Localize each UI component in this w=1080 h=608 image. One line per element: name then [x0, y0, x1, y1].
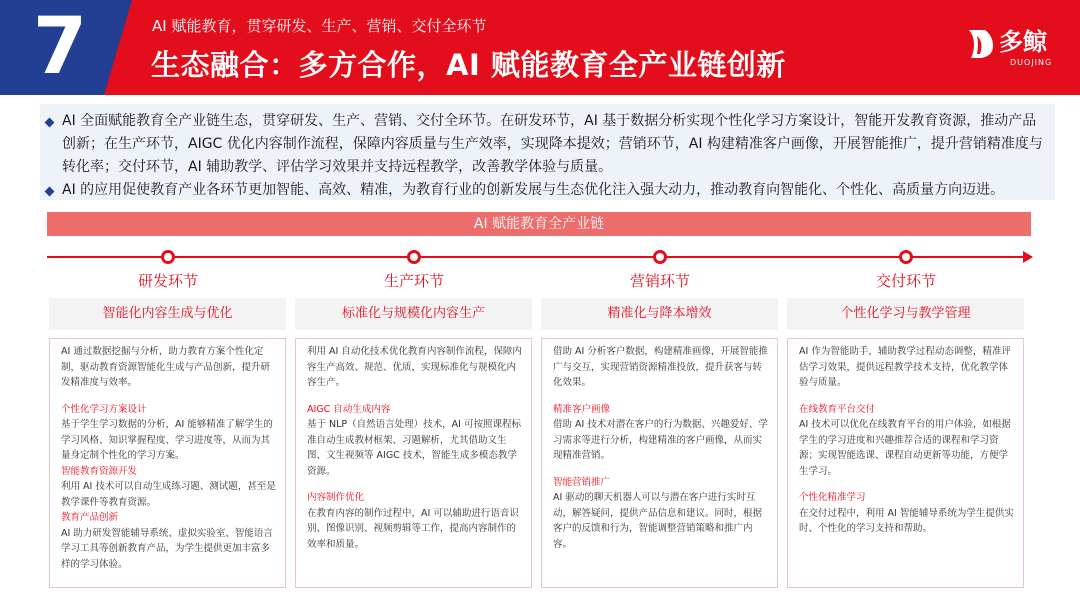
section-title: 智能教育资源开发	[61, 465, 138, 477]
section-title: 在线教育平台交付	[799, 403, 876, 415]
intro-bullet	[44, 110, 1045, 179]
stage-label-marketing: 营销环节	[629, 272, 690, 290]
section-number: 7	[32, 2, 88, 92]
section-text: 在教育内容的制作过程中，AI 可以辅助进行语音识别、图像识别、视频剪辑等工作，提高内容制作的效率和质量。	[307, 507, 519, 550]
section-title: AIGC 自动生成内容	[307, 403, 391, 415]
column-body	[787, 338, 1024, 588]
intro-bullet-text: AI 全面赋能教育全产业链生态，贯穿研发、生产、营销、交付全环节。在研发环节，AI 基于数据分析实现个性化学习方案设计，智能开发教育资源，推动产品创新；在生产环节，AIGC 优化内容制作流程，保障内容质量与生产效率，实现降本提效；营销环节，AI 构建精准客户画像，开展智能推广，提升营销精准度与转化率；交付环节，AI 辅助教学、评估学习效果并支持远程教学，改善教学体验与质量。	[62, 113, 1043, 175]
section-text: 基于学生学习数据的分析，AI 能够精准了解学生的学习风格、知识掌握程度、学习进度等，从而为其量身定制个性化的学习方案。	[61, 419, 273, 461]
intro-box	[40, 104, 1055, 200]
section-text: AI 技术可以优化在线教育平台的用户体验，如根据学生的学习进度和兴趣推荐合适的课程和学习资源；实现智能选课、课程自动更新等功能，方便学生学习。	[799, 419, 1011, 477]
column-lead: 借助 AI 分析客户数据，构建精准画像，开展智能推广与交互，实现营销资源精准投放，提升获客与转化效果。	[553, 346, 768, 388]
section-title: 个性化学习方案设计	[61, 403, 147, 415]
intro-bullet	[44, 179, 1045, 202]
section-text: AI 助力研发智能辅导系统、虚拟实验室、智能语言学习工具等创新教育产品，为学生提供更加丰富多样的学习体验。	[61, 527, 273, 570]
column-lead: AI 作为智能助手，辅助教学过程动态调整，精准评估学习效果，提供远程教学技术支持，优化教学体验与质量。	[799, 346, 1011, 388]
spacer	[553, 464, 769, 475]
stage-label-production: 生产环节	[383, 272, 444, 290]
section-text: 基于 NLP（自然语言处理）技术，AI 可按照课程标准自动生成教材框架、习题解析，尤其借助文生图、文生视频等 AIGC 技术，智能生成多模态教学资源。	[307, 419, 521, 477]
timeline-dot	[161, 250, 175, 264]
section-text: AI 驱动的聊天机器人可以与潜在客户进行实时互动，解答疑问，提供产品信息和建议。同时，根据客户的反馈和行为，智能调整营销策略和推广内容。	[553, 492, 763, 550]
column-heading: 精准化与降本增效	[541, 298, 778, 330]
section-title: 个性化精准学习	[799, 492, 866, 503]
section-title: 精准客户画像	[553, 403, 611, 415]
page-title: 生态融合：多方合作，AI 赋能教育全产业链创新	[151, 48, 786, 82]
timeline-line	[47, 256, 1031, 258]
column-production	[295, 298, 532, 588]
page-subtitle: AI 赋能教育，贯穿研发、生产、营销、交付全环节	[152, 17, 487, 35]
column-body	[295, 338, 532, 588]
stage-label-rd: 研发环节	[137, 272, 198, 290]
section-title: 教育产品创新	[61, 512, 119, 523]
section-title: 智能营销推广	[553, 476, 611, 488]
diamond-bullet-icon	[45, 187, 55, 197]
section-text: 在交付过程中，利用 AI 智能辅导系统为学生提供实时、个性化的学习支持和帮助。	[799, 507, 1014, 534]
section-text: 利用 AI 技术可以自动生成练习题、测试题，甚至是教学课件等教育资源。	[61, 481, 276, 508]
logo-subtext: DUOJING	[1010, 58, 1053, 67]
section-text: 借助 AI 技术对潜在客户的行为数据、兴趣爱好、学习需求等进行分析，构建精准的客户画像，从而实现精准营销。	[553, 419, 768, 461]
column-delivery	[787, 298, 1024, 588]
timeline-arrow-icon	[1023, 251, 1033, 263]
stage-label-delivery: 交付环节	[875, 272, 936, 290]
column-marketing	[541, 298, 778, 588]
intro-bullet-text: AI 的应用促使教育产业各环节更加智能、高效、精准，为教育行业的创新发展与生态优化注入强大动力，推动教育向智能化、个性化、高质量方向迈进。	[62, 182, 1005, 198]
column-heading: 智能化内容生成与优化	[49, 298, 286, 330]
column-heading: 标准化与规模化内容生产	[295, 298, 532, 330]
timeline-dot	[653, 250, 667, 264]
chain-title-bar: AI 赋能教育全产业链	[47, 212, 1031, 236]
timeline-dot	[899, 250, 913, 264]
logo-text: 多鲸	[999, 28, 1047, 56]
spacer	[799, 479, 1015, 490]
duojing-logo-icon	[965, 28, 995, 60]
column-lead: AI 通过数据挖掘与分析，助力教育方案个性化定制，驱动教育资源智能化生成与产品创新，提升研发精准度与效率。	[61, 346, 271, 388]
timeline-dot	[407, 250, 421, 264]
column-heading: 个性化学习与教学管理	[787, 298, 1024, 330]
section-title: 内容制作优化	[307, 492, 365, 503]
column-body	[541, 338, 778, 588]
column-body	[49, 338, 286, 588]
diamond-bullet-icon	[45, 118, 55, 128]
column-rd	[49, 298, 286, 588]
spacer	[307, 479, 523, 490]
column-lead: 利用 AI 自动化技术优化教育内容制作流程，保障内容生产高效、规范、优质，实现标准化与规模化内容生产。	[307, 346, 522, 388]
